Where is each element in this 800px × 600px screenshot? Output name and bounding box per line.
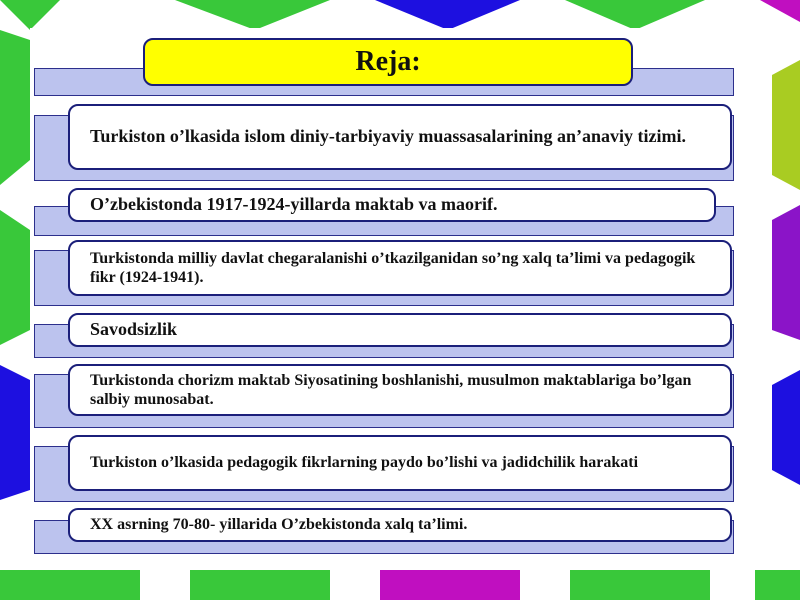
page-title: Reja:: [143, 38, 633, 86]
deco-block: [380, 570, 520, 600]
plan-item-1: Turkiston o’lkasida islom diniy-tarbiyaviy muassasalarining an’anaviy tizimi.: [68, 104, 732, 170]
deco-triangle: [0, 210, 30, 345]
deco-triangle: [772, 205, 800, 340]
plan-item-6: Turkiston o’lkasida pedagogik fikrlarning paydo bo’lishi va jadidchilik harakati: [68, 435, 732, 491]
deco-triangle: [760, 0, 800, 22]
deco-block: [190, 570, 330, 600]
plan-item-7: XX asrning 70-80- yillarida O’zbekistonda xalq ta’limi.: [68, 508, 732, 542]
deco-triangle: [565, 0, 705, 30]
plan-item-2: O’zbekistonda 1917-1924-yillarda maktab va maorif.: [68, 188, 716, 222]
deco-triangle: [375, 0, 520, 30]
deco-triangle: [175, 0, 330, 30]
deco-block: [755, 570, 800, 600]
deco-triangle: [0, 365, 30, 500]
plan-item-4: Savodsizlik: [68, 313, 732, 347]
plan-item-3: Turkistonda milliy davlat chegaralanishi o’tkazilganidan so’ng xalq ta’limi va pedagogik fikr (1924-1941).: [68, 240, 732, 296]
deco-triangle: [0, 30, 30, 185]
deco-triangle: [0, 0, 60, 30]
deco-block: [0, 570, 140, 600]
deco-block: [570, 570, 710, 600]
deco-triangle: [772, 60, 800, 190]
deco-triangle: [772, 370, 800, 485]
plan-item-5: Turkistonda chorizm maktab Siyosatining boshlanishi, musulmon maktablariga bo’lgan salbiy munosabat.: [68, 364, 732, 416]
